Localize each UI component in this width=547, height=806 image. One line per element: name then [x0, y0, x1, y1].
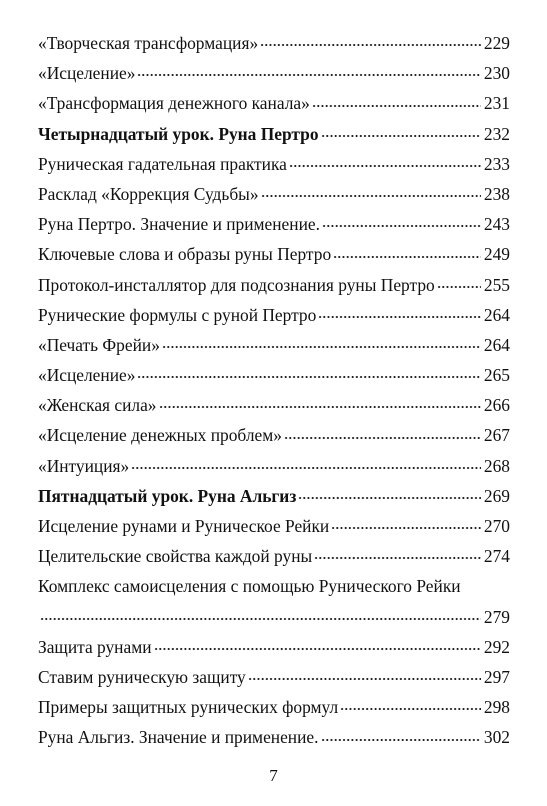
dot-leader	[284, 436, 481, 440]
toc-entry-page: 267	[483, 425, 510, 446]
toc-entry	[38, 58, 510, 88]
toc-entry	[38, 119, 510, 149]
toc-entry-title: «Исцеление»	[38, 365, 136, 386]
toc-entry-title: Руна Пертро. Значение и применение.	[38, 214, 320, 235]
toc-entry	[38, 270, 510, 300]
toc-entry-title: «Творческая трансформация»	[38, 33, 259, 53]
toc-entry	[38, 330, 510, 360]
toc-entry-title: Ставим руническую защиту	[38, 666, 246, 687]
page-number: 7	[269, 766, 278, 785]
dot-leader	[298, 496, 481, 500]
toc-entry-page: 265	[483, 365, 510, 386]
toc-entry-title: «Трансформация денежного канала»	[38, 93, 310, 114]
toc-entry-page: 249	[483, 244, 510, 265]
toc-entry-page: 269	[483, 485, 510, 506]
table-of-contents	[38, 28, 510, 753]
toc-entry-page: 268	[483, 455, 510, 476]
toc-entry-page: 255	[483, 274, 510, 295]
dot-leader	[321, 134, 481, 138]
toc-entry	[38, 300, 510, 330]
toc-entry-title: Протокол-инсталлятор для подсознания руны Пертро	[38, 274, 435, 295]
toc-entry	[38, 209, 510, 239]
toc-entry-title: Четырнадцатый урок. Руна Пертро	[38, 123, 319, 144]
dot-leader	[162, 345, 481, 349]
toc-entry	[38, 511, 510, 541]
toc-entry	[38, 239, 510, 269]
toc-entry-title: Защита рунами	[38, 636, 152, 657]
dot-leader	[340, 707, 481, 711]
dot-leader	[333, 255, 481, 259]
toc-entry-page: 302	[483, 727, 510, 748]
dot-leader	[321, 738, 481, 742]
toc-entry-page: 270	[483, 516, 510, 536]
toc-entry	[38, 179, 510, 209]
dot-leader	[322, 224, 481, 228]
toc-entry-title: Пятнадцатый урок. Руна Альгиз	[38, 485, 297, 506]
toc-entry-title: «Исцеление денежных проблем»	[38, 425, 282, 446]
toc-entry	[38, 420, 510, 450]
toc-entry-page: 243	[483, 214, 510, 235]
toc-entry	[38, 88, 510, 118]
toc-entry-page: 238	[483, 183, 510, 204]
toc-entry-title: Исцеление рунами и Руническое Рейки	[38, 516, 330, 536]
toc-entry-title: Расклад «Коррекция Судьбы»	[38, 183, 259, 204]
dot-leader	[318, 315, 481, 319]
toc-entry	[38, 451, 510, 481]
toc-entry	[38, 541, 510, 571]
toc-entry-page: 229	[483, 33, 510, 53]
dot-leader	[40, 617, 481, 621]
dot-leader	[437, 285, 481, 289]
toc-entry	[38, 390, 510, 420]
toc-entry	[38, 28, 510, 58]
toc-entry-title: Руна Альгиз. Значение и применение.	[38, 727, 319, 748]
dot-leader	[137, 73, 480, 77]
toc-entry-page: 292	[483, 636, 510, 657]
toc-entry-page: 266	[483, 395, 510, 416]
toc-entry-title: «Исцеление»	[38, 63, 136, 84]
toc-entry	[38, 722, 510, 752]
toc-entry-title: «Женская сила»	[38, 395, 157, 416]
toc-entry-page: 233	[483, 153, 510, 174]
toc-entry	[38, 481, 510, 511]
toc-entry-title: Ключевые слова и образы руны Пертро	[38, 244, 332, 265]
toc-entry-page: 264	[483, 334, 510, 355]
dot-leader	[331, 526, 481, 530]
toc-entry-title: Руническая гадательная практика	[38, 153, 287, 174]
toc-entry	[38, 360, 510, 390]
dot-leader	[137, 375, 480, 379]
toc-entry	[38, 149, 510, 179]
toc-entry-title: Примеры защитных рунических формул	[38, 697, 339, 718]
toc-entry	[38, 692, 510, 722]
dot-leader	[312, 104, 481, 108]
toc-entry-page: 230	[483, 63, 510, 84]
toc-entry-title: Рунические формулы с руной Пертро	[38, 304, 317, 325]
toc-entry	[38, 632, 510, 662]
dot-leader	[154, 647, 481, 651]
toc-entry-page: 264	[483, 304, 510, 325]
toc-entry-page: 232	[483, 123, 510, 144]
dot-leader	[159, 405, 481, 409]
dot-leader	[131, 466, 481, 470]
toc-entry-page: 298	[483, 697, 510, 718]
toc-entry	[38, 571, 510, 631]
dot-leader	[261, 194, 481, 198]
dot-leader	[314, 556, 481, 560]
toc-entry-page: 297	[483, 666, 510, 687]
dot-leader	[248, 677, 481, 681]
toc-entry-title: Комплекс самоисцеления с помощью Рунического Рейки	[38, 576, 461, 597]
dot-leader	[289, 164, 481, 168]
toc-entry-page: 231	[483, 93, 510, 114]
toc-entry	[38, 662, 510, 692]
toc-entry-title: Целительские свойства каждой руны	[38, 546, 313, 567]
toc-entry-title: «Печать Фрейи»	[38, 334, 160, 355]
dot-leader	[260, 43, 481, 47]
toc-entry-page: 274	[483, 546, 510, 567]
toc-entry-title: «Интуиция»	[38, 455, 130, 476]
toc-entry-page: 279	[483, 606, 510, 627]
